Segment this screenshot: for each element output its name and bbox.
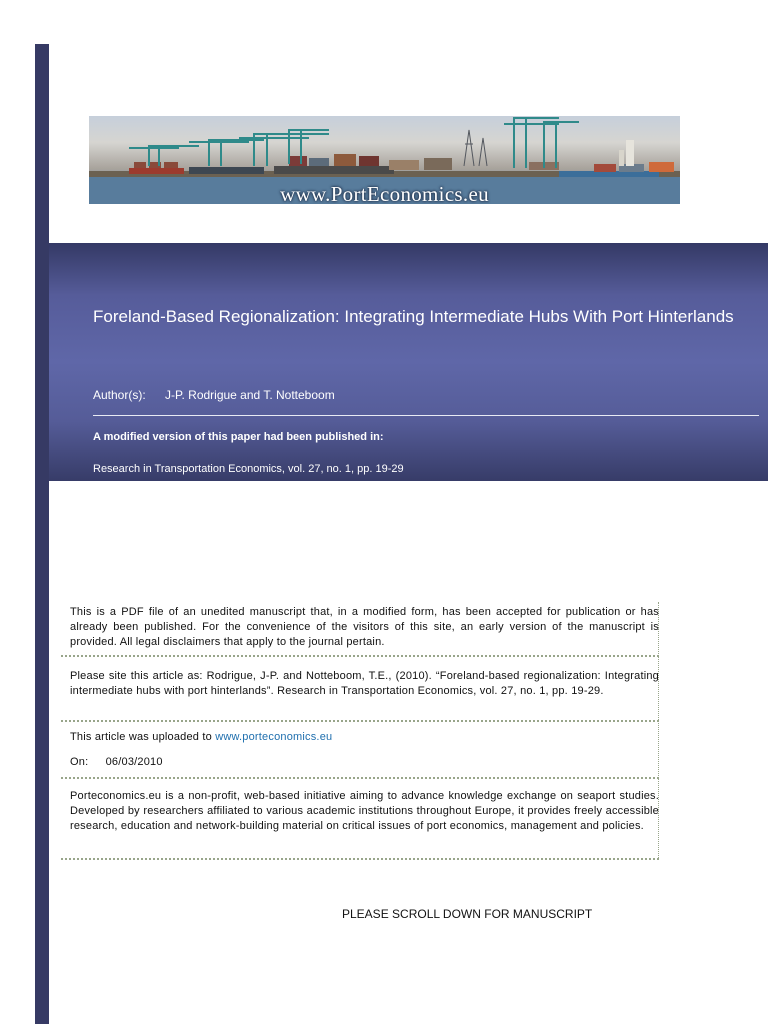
pdf-notice bbox=[70, 605, 659, 650]
port-banner-image bbox=[89, 116, 680, 204]
upload-date: 06/03/2010 bbox=[105, 756, 163, 768]
banner-caption: www.PortEconomics.eu bbox=[280, 182, 489, 204]
on-label: On: bbox=[70, 756, 89, 768]
citation-box bbox=[70, 669, 659, 699]
journal-citation: Research in Transportation Economics, vol. 27, no. 1, pp. 19-29 bbox=[93, 463, 404, 475]
title-panel bbox=[49, 243, 768, 481]
pdf-notice-text: This is a PDF file of an unedited manuscript that, in a modified form, has been accepted for publication or has already been published. For the convenience of the visitors of this site, an early version of the manuscript is provided. All legal disclaimers that apply to the journal pertain. bbox=[70, 606, 659, 648]
authors-line bbox=[93, 388, 335, 402]
published-note: A modified version of this paper had been published in: bbox=[93, 431, 384, 443]
about-box bbox=[70, 789, 659, 834]
notice-divider bbox=[61, 777, 659, 779]
upload-box bbox=[70, 730, 659, 770]
porteconomics-link[interactable]: www.porteconomics.eu bbox=[215, 731, 333, 743]
upload-date-line bbox=[70, 755, 659, 770]
upload-prefix: This article was uploaded to bbox=[70, 731, 216, 743]
notice-divider bbox=[61, 858, 659, 860]
notice-divider bbox=[61, 720, 659, 722]
authors-value: J-P. Rodrigue and T. Notteboom bbox=[165, 388, 335, 402]
about-text: Porteconomics.eu is a non-profit, web-based initiative aiming to advance knowledge exchange on seaport studies. Developed by researchers affiliated to various academic institutions throughout Europe, it provides freely accessible research, education and network-building material on critical issues of port economics, management and policies. bbox=[70, 790, 659, 832]
citation-text: Please site this article as: Rodrigue, J-P. and Notteboom, T.E., (2010). “Foreland-based regionalization: Integrating intermediate hubs with port hinterlands”. Research in Transportation Economics, vol. 27, no. 1, pp. 19-29. bbox=[70, 670, 659, 697]
left-accent-bar bbox=[35, 44, 49, 1024]
scroll-down-note: PLEASE SCROLL DOWN FOR MANUSCRIPT bbox=[342, 907, 593, 921]
notice-divider bbox=[61, 655, 659, 657]
authors-label: Author(s): bbox=[93, 388, 146, 402]
paper-title: Foreland-Based Regionalization: Integrating Intermediate Hubs With Port Hinterlands bbox=[93, 307, 734, 326]
title-divider bbox=[93, 415, 759, 416]
upload-line bbox=[70, 730, 659, 745]
